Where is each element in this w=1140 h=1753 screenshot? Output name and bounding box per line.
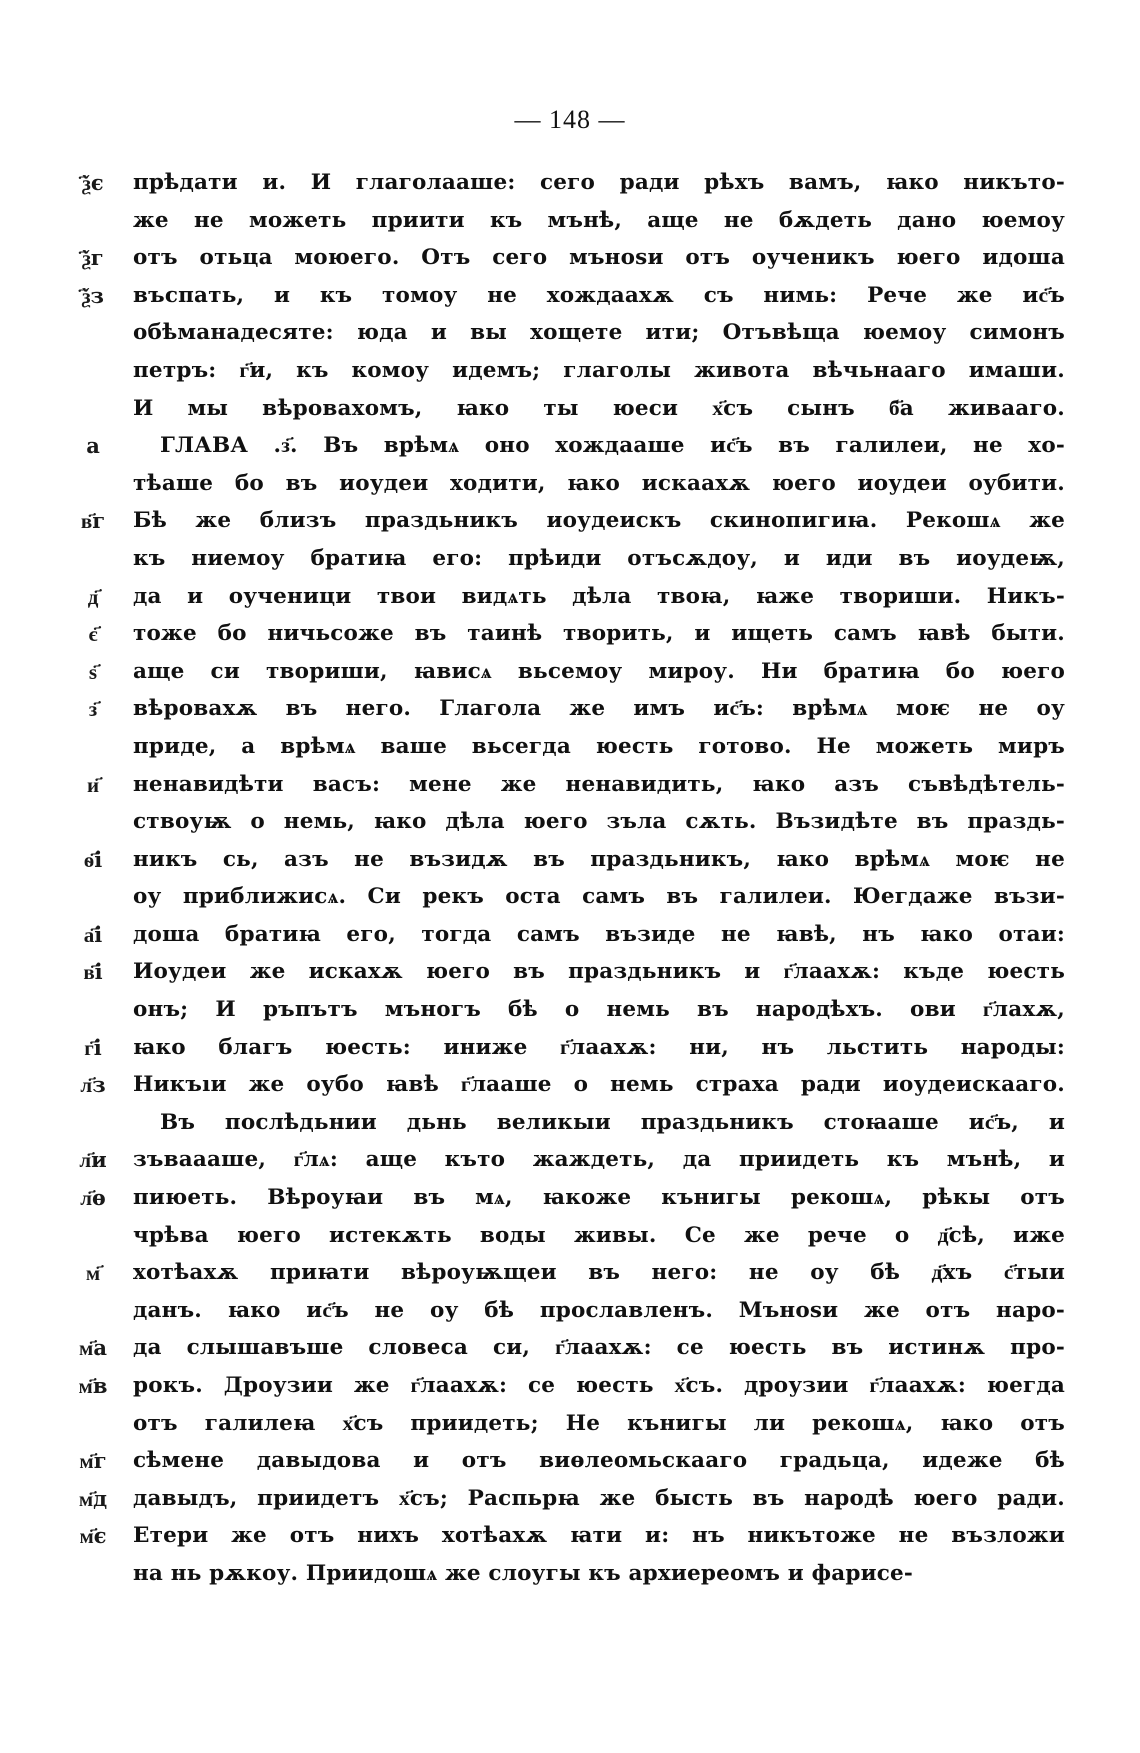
verse-number: г҃і (84, 1034, 102, 1060)
text-line (60, 1141, 1070, 1179)
line-text: рокъ. Дроузии же г҃лаахѫ: се юесть х҃съ. дроузии г҃лаахѫ: юегда (133, 1373, 1065, 1398)
line-text: да и оученици твои видѧть дѣла твоꙗ, ꙗже твориши. Никъ- (133, 583, 1065, 609)
text-line (60, 202, 1070, 240)
line-text: на нь рѫкоу. Приидошѧ же слоугы къ архиереомъ и фарисе- (133, 1560, 914, 1586)
text-line (60, 540, 1070, 578)
line-text: Етери же отъ нихъ хотѣахѫ ꙗти и: нъ никътоже не възложи (133, 1523, 1065, 1549)
text-line (60, 690, 1070, 728)
line-text: отъ галилеꙗ х҃съ приидеть; Не кънигы ли рекошѧ, ꙗко отъ (133, 1410, 1065, 1436)
verse-number: м҃є (79, 1523, 107, 1549)
line-text: къ ниемоу братиꙗ его: прѣиди отъсѫдоу, и иди въ иоудеѭ, (133, 545, 1065, 571)
verse-number: л҃ѳ (80, 1185, 106, 1211)
text-line (60, 1179, 1070, 1217)
scripture-text (60, 164, 1070, 1593)
text-line (60, 1367, 1070, 1405)
text-line (60, 916, 1070, 954)
line-text: петръ: г҃и, къ комоу идемъ; глаголы живота вѣчьнааго имаши. (133, 357, 1065, 383)
text-line (60, 1029, 1070, 1067)
verse-number: ѕ҃ (88, 658, 98, 684)
text-line (60, 390, 1070, 428)
verse-number: м҃д (78, 1485, 108, 1511)
text-line (60, 427, 1070, 465)
text-line (60, 728, 1070, 766)
line-text: Иоудеи же искахѫ юего въ праздьникъ и г҃лаахѫ: къде юесть (133, 959, 1065, 985)
line-text: ГЛАВА .з҃. Въ врѣмѧ оно хождааше ис҃ъ въ галилеи, не хо- (160, 433, 1065, 459)
line-text: Никъıи же оубо ꙗвѣ г҃лааше о немь страха ради иоудеискааго. (133, 1072, 1065, 1098)
line-text: Бѣ же близъ праздьникъ иоудеискъ скинопигиꙗ. Рекошѧ же (133, 508, 1065, 534)
text-line (60, 766, 1070, 804)
line-text: тоже бо ничьсоже въ таинѣ творить, и ищеть самъ ꙗвѣ быти. (133, 621, 1065, 647)
verse-number: а҃і (83, 921, 103, 947)
text-line (60, 1555, 1070, 1593)
page-number: — 148 — (514, 105, 626, 134)
text-line (60, 991, 1070, 1029)
line-text: Въ послѣдьнии дьнь великыи праздьникъ стоꙗаше ис҃ъ, и (160, 1109, 1065, 1135)
line-text: аще си твориши, ꙗвисѧ вьсемоу мироу. Ни братиꙗ бо юего (133, 658, 1065, 684)
verse-number: л҃з (80, 1072, 106, 1098)
line-text: данъ. ꙗко ис҃ъ не оу бѣ прославленъ. Мъноѕи же отъ наро- (133, 1297, 1065, 1323)
text-line (60, 352, 1070, 390)
text-line (60, 841, 1070, 879)
line-text: прѣдати и. И глаголааше: сего ради рѣхъ вамъ, ꙗко никъто- (133, 170, 1065, 195)
line-text: приде, а врѣмѧ ваше вьсегда юесть готово. Не можеть миръ (133, 733, 1065, 759)
line-text: ꙗко благъ юесть: иниже г҃лаахѫ: ни, нъ льстить народы: (133, 1034, 1065, 1060)
line-text: чрѣва юего истекѫть воды живы. Се же рече о д҃сѣ, иже (133, 1222, 1065, 1248)
text-line (60, 1066, 1070, 1104)
text-line (60, 1480, 1070, 1518)
line-text: вѣровахѫ въ него. Глагола же имъ ис҃ъ: врѣмѧ моѥ не оу (133, 696, 1065, 722)
verse-number: є҃ (88, 621, 98, 647)
line-text: оу приближисѧ. Си рекъ оста самъ въ галилеи. Юегдаже възи- (133, 884, 1065, 910)
line-text: хотѣахѫ приꙗти вѣроуѭщеи въ него: не оу бѣ д҃хъ с҃тыи (133, 1260, 1065, 1286)
line-text: отъ отьца моюего. Отъ сего мъноѕи отъ оученикъ юего идоша (133, 245, 1065, 271)
line-text: онъ; И ръпътъ мъногъ бѣ о немь въ народѣхъ. ови г҃лахѫ, (133, 997, 1065, 1023)
line-text: обѣманадесяте: юда и вы хощете ити; Отъвѣща юемоу симонъ (133, 320, 1065, 346)
verse-number: м҃в (78, 1373, 108, 1398)
text-line (60, 803, 1070, 841)
verse-number: ҃ѯз (82, 282, 104, 308)
verse-number: м҃г (79, 1448, 107, 1474)
text-line (60, 239, 1070, 277)
verse-number: д҃ (87, 583, 99, 609)
text-line (60, 277, 1070, 315)
text-line (60, 653, 1070, 691)
text-line (60, 1517, 1070, 1555)
text-line (60, 615, 1070, 653)
line-text: въспать, и къ томоу не хождаахѫ съ нимь: Рече же ис҃ъ (133, 282, 1065, 308)
verse-number: ѳ҃і (83, 846, 103, 872)
verse-number: л҃и (79, 1147, 107, 1173)
text-line (60, 1217, 1070, 1255)
line-text: никъ сь, азъ не възидѫ въ праздьникъ, ꙗко врѣмѧ моѥ не (133, 846, 1065, 872)
text-line (60, 1254, 1070, 1292)
text-line (60, 1292, 1070, 1330)
verse-number: и҃ (86, 771, 100, 797)
verse-number: ҃ѯє (82, 170, 104, 195)
line-text: ствоуѭ о немь, ꙗко дѣла юего зъла сѫть. Възидѣте въ праздь- (133, 809, 1065, 835)
verse-number: в҃г (80, 508, 106, 534)
text-line (60, 578, 1070, 616)
line-text: тѣаше бо въ иоудеи ходити, ꙗко искаахѫ юего иоудеи оубити. (133, 470, 1065, 496)
line-text: давыдъ, приидетъ х҃съ; Распьрꙗ же бысть въ народѣ юего ради. (133, 1485, 1065, 1511)
text-line (60, 1442, 1070, 1480)
verse-number: ҃ѯг (82, 245, 104, 271)
text-line (60, 164, 1070, 202)
text-line (60, 953, 1070, 991)
verse-number: з҃ (88, 696, 98, 722)
verse-number: в҃і (83, 959, 103, 985)
verse-number: а (86, 433, 100, 459)
line-text: сѣмене давыдова и отъ виѳлеомьскааго градьца, идеже бѣ (133, 1448, 1065, 1474)
text-line (60, 1104, 1070, 1142)
line-text: ненавидѣти васъ: мене же ненавидить, ꙗко азъ съвѣдѣтель- (133, 771, 1065, 797)
line-text: зъваааше, г҃лѧ: аще къто жаждеть, да приидеть къ мънѣ, и (133, 1147, 1065, 1173)
line-text: пиюеть. Вѣроуꙗи въ мѧ, ꙗкоже кънигы рекошѧ, рѣкы отъ (133, 1185, 1065, 1211)
verse-number: м҃ (85, 1260, 101, 1286)
text-line (60, 465, 1070, 503)
text-line (60, 314, 1070, 352)
line-text: же не можеть приити къ мънѣ, аще не бѫдеть дано юемоу (133, 207, 1065, 233)
line-text: доша братиꙗ его, тогда самъ възиде не ꙗвѣ, нъ ꙗко отаи: (133, 921, 1065, 947)
verse-number: м҃а (79, 1335, 107, 1361)
text-line (60, 878, 1070, 916)
text-line (60, 1405, 1070, 1443)
text-line (60, 1329, 1070, 1367)
line-text: И мы вѣровахомъ, ꙗко ты юеси х҃съ сынъ б҃а живааго. (133, 395, 1065, 421)
line-text: да слышавъше словеса си, г҃лаахѫ: се юесть въ истинѫ про- (133, 1335, 1065, 1361)
text-line (60, 502, 1070, 540)
